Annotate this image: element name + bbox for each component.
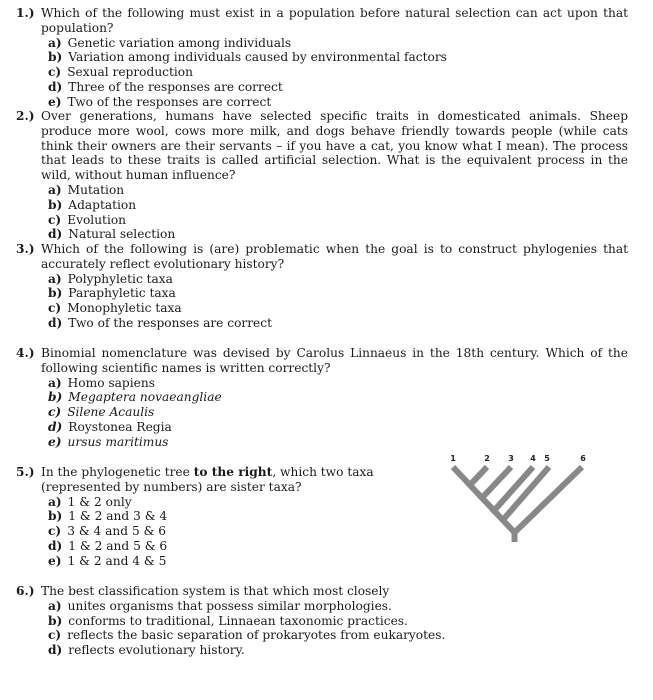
option-text: conforms to traditional, Linnaean taxonomic practices. — [68, 613, 408, 628]
question-number: 4.) — [16, 346, 35, 360]
question-text-part: , which two taxa (represented by numbers) are sister taxa? — [41, 465, 374, 494]
option-text: Two of the responses are correct — [68, 315, 272, 330]
option-text: 3 & 4 and 5 & 6 — [67, 524, 167, 539]
option-e[interactable] — [48, 95, 628, 110]
option-text: Roystonea Regia — [68, 419, 172, 434]
option-a[interactable] — [48, 376, 628, 391]
option-letter: c) — [48, 65, 62, 80]
tree-tip-labels — [450, 454, 586, 463]
option-letter: b) — [48, 50, 63, 65]
option-d[interactable] — [48, 420, 628, 435]
option-letter: a) — [48, 598, 62, 613]
branch-2 — [468, 467, 487, 487]
option-letter: b) — [48, 613, 63, 628]
option-a[interactable] — [48, 36, 628, 51]
tree-branches — [453, 467, 582, 542]
option-text: Polyphyletic taxa — [67, 271, 173, 286]
option-b[interactable] — [48, 50, 628, 65]
option-text: Megaptera novaeangliae — [68, 390, 222, 405]
option-letter: c) — [48, 524, 62, 539]
question-text: Which of the following is (are) problematic when the goal is to construct phylogenies that accurately reflect evolutionary history? — [41, 242, 628, 271]
option-a[interactable] — [48, 272, 628, 287]
question-number: 5.) — [16, 465, 35, 479]
option-c[interactable] — [48, 628, 628, 643]
option-letter: d) — [48, 227, 63, 242]
option-text: Natural selection — [68, 227, 176, 242]
question-text-part: In the phylogenetic tree — [41, 465, 194, 479]
option-text: Monophyletic taxa — [67, 301, 182, 316]
option-text: Adaptation — [68, 197, 137, 212]
option-text: Mutation — [67, 182, 125, 197]
options-list — [48, 495, 436, 569]
option-d[interactable] — [48, 80, 628, 95]
option-c[interactable] — [48, 524, 436, 539]
tip-label-3: 3 — [508, 454, 514, 463]
question-2 — [16, 109, 628, 242]
options-list — [48, 36, 628, 110]
option-text: Homo sapiens — [67, 375, 155, 390]
option-text: reflects evolutionary history. — [68, 643, 245, 658]
question-text: Over generations, humans have selected specific traits in domesticated animals. Sheep produce more wool, cows more milk, and dogs behave friendly towards people (while cats think their owners are their servants – if you have a cat, you know what I mean). The process that leads to these traits is called artificial selection. What is the equivalent process in the wild, without human influence? — [41, 109, 628, 183]
option-text: ursus maritimus — [67, 434, 169, 449]
option-c[interactable] — [48, 65, 628, 80]
option-letter: a) — [48, 35, 62, 50]
option-d[interactable] — [48, 316, 628, 331]
question-number: 1.) — [16, 6, 35, 20]
option-text: 1 & 2 and 4 & 5 — [67, 553, 167, 568]
option-letter: d) — [48, 315, 63, 330]
option-text: Silene Acaulis — [67, 405, 155, 420]
option-a[interactable] — [48, 599, 628, 614]
question-text: Binomial nomenclature was devised by Carolus Linnaeus in the 18th century. Which of the following scientific names is written correctly? — [41, 346, 628, 375]
option-a[interactable] — [48, 183, 628, 198]
phylogenetic-tree — [445, 450, 595, 545]
question-5 — [16, 465, 436, 569]
option-text: 1 & 2 and 3 & 4 — [68, 509, 168, 524]
option-b[interactable] — [48, 614, 628, 629]
option-b[interactable] — [48, 286, 628, 301]
option-letter: d) — [48, 538, 63, 553]
option-letter: c) — [48, 405, 62, 420]
option-letter: b) — [48, 390, 63, 405]
options-list — [48, 183, 628, 242]
option-letter: b) — [48, 509, 63, 524]
option-d[interactable] — [48, 227, 628, 242]
option-text: 1 & 2 and 5 & 6 — [68, 538, 168, 553]
tip-label-6: 6 — [580, 454, 586, 463]
question-text-emphasis: to the right — [193, 465, 273, 479]
option-letter: c) — [48, 212, 62, 227]
option-text: Sexual reproduction — [67, 65, 193, 80]
option-letter: c) — [48, 301, 62, 316]
option-letter: a) — [48, 494, 62, 509]
option-text: reflects the basic separation of prokaryotes from eukaryotes. — [67, 628, 446, 643]
question-number: 2.) — [16, 109, 35, 123]
question-6 — [16, 584, 628, 658]
option-e[interactable] — [48, 435, 628, 450]
question-text — [41, 465, 436, 495]
option-text: Three of the responses are correct — [68, 79, 283, 94]
question-1 — [16, 6, 628, 110]
options-list — [48, 272, 628, 331]
option-letter: c) — [48, 628, 62, 643]
question-text: Which of the following must exist in a population before natural selection can act upon that population? — [41, 6, 628, 35]
option-letter: d) — [48, 643, 63, 658]
option-letter: e) — [48, 94, 62, 109]
option-text: Genetic variation among individuals — [67, 35, 292, 50]
option-a[interactable] — [48, 495, 436, 510]
option-text: Two of the responses are correct — [67, 94, 272, 109]
option-c[interactable] — [48, 213, 628, 228]
tip-label-5: 5 — [544, 454, 550, 463]
option-letter: b) — [48, 286, 63, 301]
option-e[interactable] — [48, 554, 436, 569]
question-number: 6.) — [16, 584, 35, 598]
option-d[interactable] — [48, 539, 436, 554]
option-text: unites organisms that possess similar morphologies. — [67, 598, 392, 613]
option-c[interactable] — [48, 405, 628, 420]
option-letter: e) — [48, 434, 62, 449]
question-3 — [16, 242, 628, 331]
option-text: 1 & 2 only — [67, 494, 132, 509]
option-letter: d) — [48, 79, 63, 94]
option-b[interactable] — [48, 198, 628, 213]
option-text: Paraphyletic taxa — [68, 286, 176, 301]
question-number: 3.) — [16, 242, 35, 256]
option-c[interactable] — [48, 301, 628, 316]
question-text: The best classification system is that which most closely — [41, 584, 390, 598]
option-letter: a) — [48, 182, 62, 197]
options-list — [48, 599, 628, 658]
option-letter: a) — [48, 375, 62, 390]
option-letter: a) — [48, 271, 62, 286]
option-text: Variation among individuals caused by environmental factors — [68, 50, 447, 65]
tip-label-4: 4 — [530, 454, 536, 463]
option-b[interactable] — [48, 509, 436, 524]
tip-label-1: 1 — [450, 454, 456, 463]
option-text: Evolution — [67, 212, 127, 227]
option-letter: e) — [48, 553, 62, 568]
option-letter: b) — [48, 197, 63, 212]
tip-label-2: 2 — [484, 454, 490, 463]
option-letter: d) — [48, 419, 63, 434]
option-b[interactable] — [48, 390, 628, 405]
question-4 — [16, 346, 628, 450]
options-list — [48, 376, 628, 450]
option-d[interactable] — [48, 643, 628, 658]
